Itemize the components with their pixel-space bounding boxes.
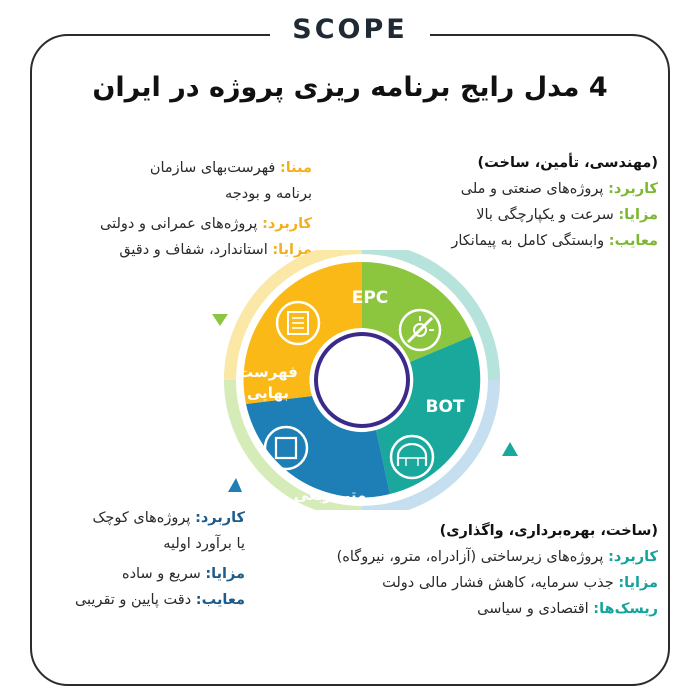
bot-usage-label: کاربرد: [608, 549, 658, 565]
segment-label-price-list-1: فهرست [238, 363, 298, 381]
epc-usage-label: کاربرد: [608, 181, 658, 197]
price-list-usage-label: کاربرد: [262, 216, 312, 232]
square-meter-usage-label: کاربرد: [195, 510, 245, 526]
epc-pros-value: سرعت و یکپارچگی بالا [476, 207, 614, 223]
arrow-marker-bottom-right [502, 442, 518, 456]
logo: SCOPE [292, 14, 408, 45]
arrow-marker-top-left [212, 314, 228, 326]
bot-pros-row [337, 570, 658, 596]
square-meter-usage-value-2: یا برآورد اولیه [163, 536, 245, 552]
price-list-basis-value-2: برنامه و بودجه [225, 186, 312, 202]
cycle-diagram [200, 250, 520, 510]
epc-cons-label: معایب: [608, 233, 658, 249]
price-list-pros-label: مزایا: [272, 242, 312, 258]
price-list-usage-row [100, 211, 312, 237]
bot-usage-row [337, 544, 658, 570]
segment-label-epc: EPC [351, 288, 389, 308]
price-list-basis-value-1: فهرست‌بهای سازمان [149, 160, 276, 176]
square-meter-pros-label: مزایا: [205, 566, 245, 582]
epc-pros-row [451, 202, 658, 228]
bot-usage-value: پروژه‌های زیرساختی (آزادراه، مترو، نیروگاه) [336, 549, 604, 565]
bot-risks-value: اقتصادی و سیاسی [477, 601, 589, 617]
center-circle [312, 330, 412, 430]
page-title: 4 مدل رایج برنامه ریزی پروژه در ایران [92, 72, 608, 103]
epc-usage-value: پروژه‌های صنعتی و ملی [460, 181, 604, 197]
bot-heading: (ساخت، بهره‌برداری، واگذاری) [439, 523, 658, 539]
segment-label-square-meter: مترمربعی [293, 486, 367, 504]
bot-pros-value: جذب سرمایه، کاهش فشار مالی دولت [382, 575, 614, 591]
square-meter-description [75, 505, 245, 613]
epc-pros-label: مزایا: [618, 207, 658, 223]
price-list-basis-label: مبنا: [279, 160, 312, 176]
square-meter-cons-value: دقت پایین و تقریبی [74, 592, 192, 608]
epc-cons-value: وابستگی کامل به پیمانکار [451, 233, 605, 249]
epc-heading: (مهندسی، تأمین، ساخت) [477, 155, 658, 171]
price-list-description [100, 155, 312, 263]
epc-usage-row [451, 176, 658, 202]
square-meter-cons-label: معایب: [195, 592, 245, 608]
bot-pros-label: مزایا: [618, 575, 658, 591]
segment-label-bot: BOT [425, 397, 465, 417]
square-meter-cons-row [75, 587, 245, 613]
price-list-usage-value: پروژه‌های عمرانی و دولتی [100, 216, 258, 232]
price-list-pros-value: استاندارد، شفاف و دقیق [119, 242, 268, 258]
square-meter-pros-row [75, 561, 245, 587]
arrow-marker-bottom-left [228, 478, 242, 492]
bot-risks-label: ریسک‌ها: [593, 601, 658, 617]
segment-label-price-list-2: بهایی [247, 384, 289, 402]
bot-risks-row [337, 596, 658, 622]
bot-description [337, 518, 658, 622]
price-list-basis-row [100, 155, 312, 181]
square-meter-pros-value: سریع و ساده [121, 566, 201, 582]
epc-description [451, 150, 658, 254]
square-meter-usage-value-1: پروژه‌های کوچک [92, 510, 191, 526]
